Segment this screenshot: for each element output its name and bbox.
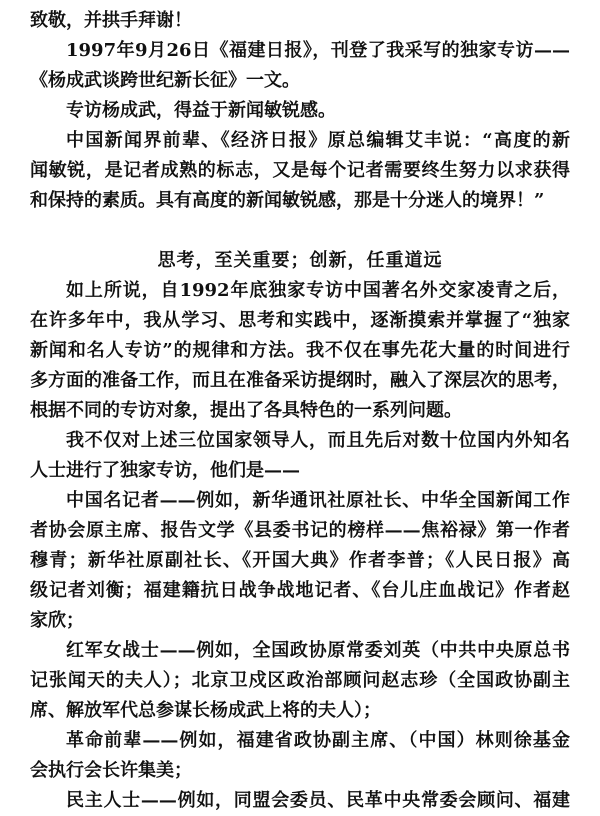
text-line: 席、解放军代总参谋长杨成武上将的夫人）；	[30, 700, 381, 721]
text-line: 根据不同的专访对象，提出了各具特色的一系列问题。	[30, 400, 462, 421]
text-line: 闻敏锐，是记者成熟的标志，又是每个记者需要终生努力以求获得	[30, 160, 570, 181]
blank-line	[30, 216, 570, 246]
document-page	[30, 6, 570, 816]
text-line: 记张闻天的夫人）；北京卫戍区政治部顾问赵志珍（全国政协副主	[30, 670, 570, 691]
text-line: 人士进行了独家专访，他们是——	[30, 460, 300, 481]
text-line: 我不仅对上述三位国家领导人，而且先后对数十位国内外知名	[66, 430, 570, 451]
section-heading: 思考，至关重要；创新，任重道远	[157, 250, 443, 271]
text-line: 中国新闻界前辈、《经济日报》原总编辑艾丰说：“高度的新	[66, 130, 570, 151]
text-line: 红军女战士——例如，全国政协原常委刘英（中共中央原总书	[66, 640, 570, 661]
text-line: 中国名记者——例如，新华通讯社原社长、中华全国新闻工作	[66, 490, 570, 511]
text-line: 致敬，并拱手拜谢！	[30, 10, 192, 31]
text-line: 家欣；	[30, 610, 84, 631]
text-line: 民主人士——例如，同盟会委员、民革中央常委会顾问、福建	[66, 790, 570, 811]
text-line: 如上所说，自1992年底独家专访中国著名外交家凌青之后，	[66, 280, 570, 301]
text-line: 多方面的准备工作，而且在准备采访提纲时，融入了深层次的思考，	[30, 370, 570, 391]
text-line: 专访杨成武，得益于新闻敏锐感。	[66, 100, 336, 121]
text-line: 革命前辈——例如，福建省政协副主席、（中国）林则徐基金	[66, 730, 570, 751]
text-line: 者协会原主席、报告文学《县委书记的榜样——焦裕禄》第一作者	[30, 520, 570, 541]
text-line: 《杨成武谈跨世纪新长征》一文。	[30, 70, 300, 91]
text-line: 1997年9月26日《福建日报》，刊登了我采写的独家专访——	[66, 40, 570, 61]
text-line: 在许多年中，我从学习、思考和实践中，逐渐摸索并掌握了“独家	[30, 310, 570, 331]
text-line: 级记者刘衡；福建籍抗日战争战地记者、《台儿庄血战记》作者赵	[30, 580, 570, 601]
text-line: 和保持的素质。具有高度的新闻敏锐感，那是十分迷人的境界！”	[30, 190, 545, 211]
text-line: 会执行会长许集美；	[30, 760, 192, 781]
text-line: 穆青；新华社原副社长、《开国大典》作者李普；《人民日报》高	[30, 550, 570, 571]
text-line: 新闻和名人专访”的规律和方法。我不仅在事先花大量的时间进行	[30, 340, 570, 361]
